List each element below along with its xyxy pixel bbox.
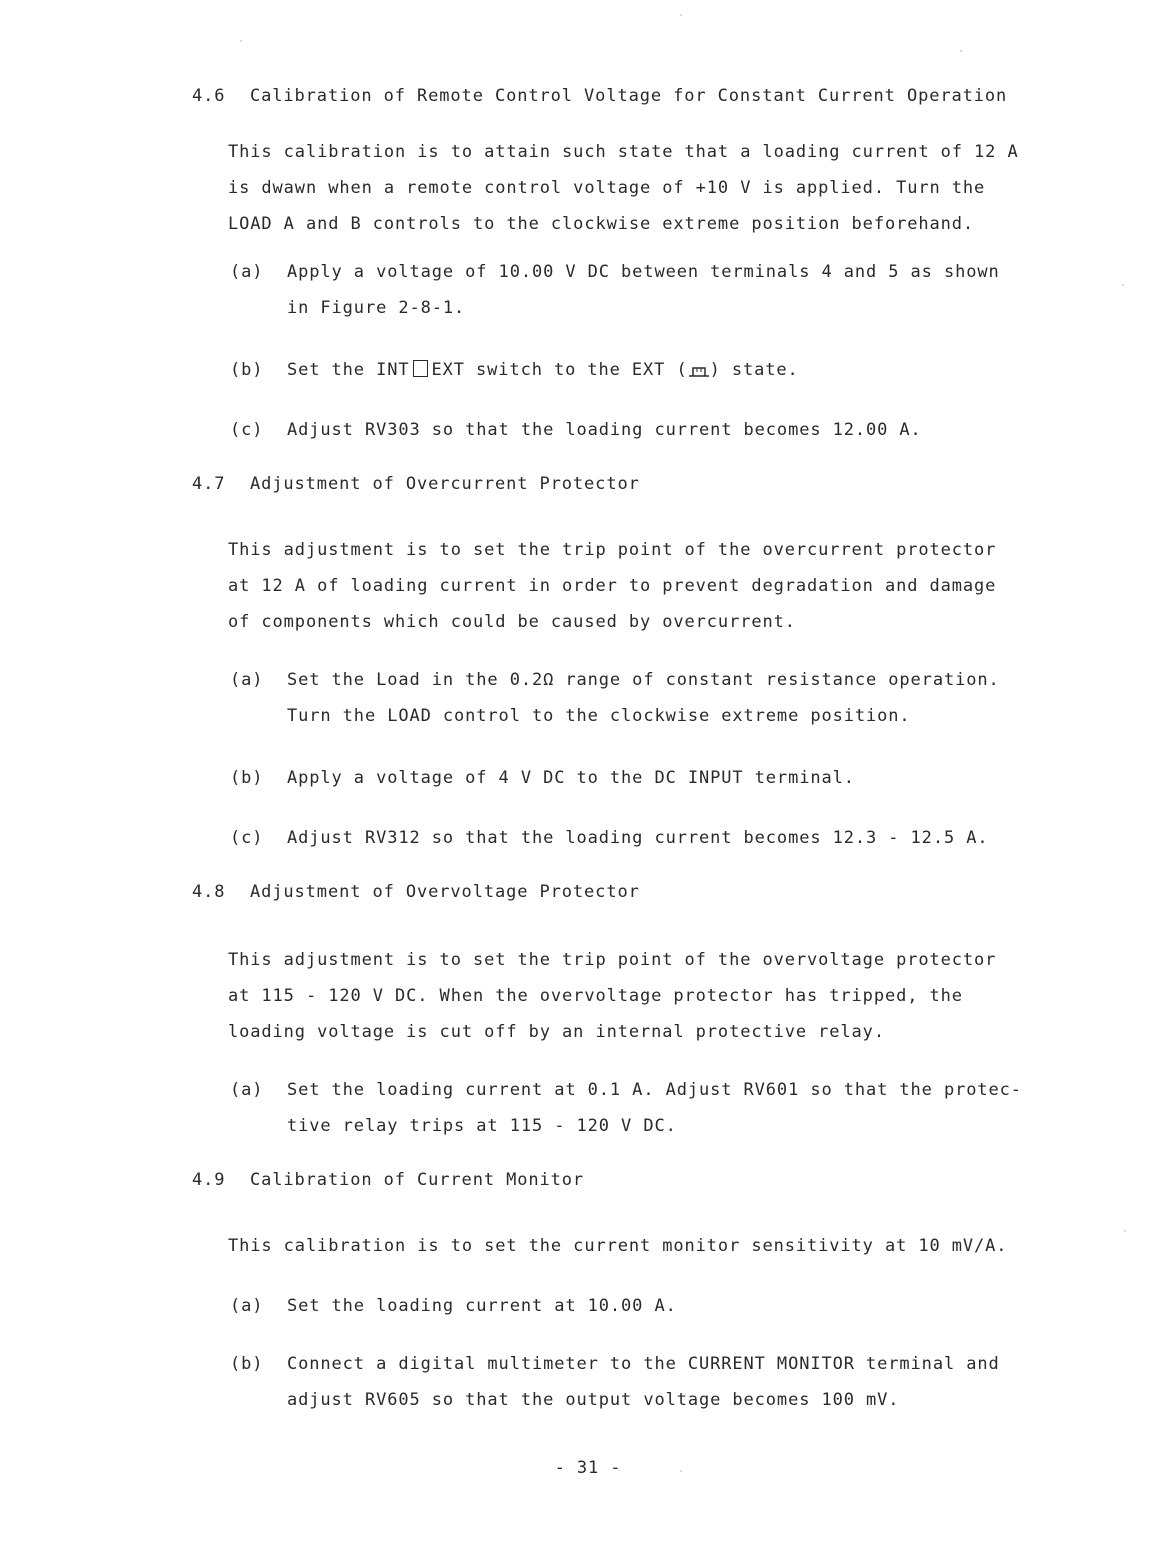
step-line: Apply a voltage of 4 V DC to the DC INPUT terminal. bbox=[287, 768, 855, 788]
step-line: Turn the LOAD control to the clockwise extreme position. bbox=[287, 706, 911, 726]
paragraph-line: This calibration is to attain such state that a loading current of 12 A bbox=[228, 142, 1019, 162]
section-title: Calibration of Remote Control Voltage for Constant Current Operation bbox=[250, 86, 1008, 106]
section-number: 4.8 bbox=[192, 882, 226, 902]
paragraph-line: LOAD A and B controls to the clockwise extreme position beforehand. bbox=[228, 214, 975, 234]
step-line: Set the Load in the 0.2Ω range of constant resistance operation. bbox=[287, 670, 1000, 690]
step-label: (a) bbox=[230, 262, 264, 282]
step-line: Adjust RV312 so that the loading current becomes 12.3 - 12.5 A. bbox=[287, 828, 989, 848]
section-number: 4.7 bbox=[192, 474, 226, 494]
section-number: 4.6 bbox=[192, 86, 226, 106]
switch-pressed-icon bbox=[688, 362, 710, 378]
step-line: Adjust RV303 so that the loading current becomes 12.00 A. bbox=[287, 420, 922, 440]
scan-speck bbox=[240, 40, 242, 42]
section-heading-4-7 bbox=[192, 474, 640, 494]
section-4-8-intro bbox=[228, 942, 1088, 1050]
scan-speck bbox=[1122, 284, 1124, 286]
step-line: in Figure 2-8-1. bbox=[287, 298, 466, 318]
step-text-before: Set the INT bbox=[287, 360, 410, 380]
paragraph-line: at 115 - 120 V DC. When the overvoltage protector has tripped, the bbox=[228, 986, 963, 1006]
scan-speck bbox=[680, 1470, 682, 1472]
step-label: (a) bbox=[230, 1080, 264, 1100]
paragraph-line: This calibration is to set the current monitor sensitivity at 10 mV/A. bbox=[228, 1236, 1008, 1256]
step-line: Apply a voltage of 10.00 V DC between terminals 4 and 5 as shown bbox=[287, 262, 1000, 282]
step-text-after: ) state. bbox=[709, 360, 799, 380]
step-line: Set the loading current at 10.00 A. bbox=[287, 1296, 677, 1316]
step-line: tive relay trips at 115 - 120 V DC. bbox=[287, 1116, 677, 1136]
step-line bbox=[287, 352, 799, 388]
scan-speck bbox=[1124, 1230, 1126, 1232]
push-switch-box-icon bbox=[413, 360, 428, 377]
scan-speck bbox=[960, 50, 962, 52]
paragraph-line: is dwawn when a remote control voltage of +10 V is applied. Turn the bbox=[228, 178, 986, 198]
paragraph-line: This adjustment is to set the trip point of the overcurrent protector bbox=[228, 540, 997, 560]
step-label: (b) bbox=[230, 768, 264, 788]
step-label: (c) bbox=[230, 828, 264, 848]
step-label: (b) bbox=[230, 1354, 264, 1374]
section-4-7-intro bbox=[228, 532, 1088, 640]
section-title: Adjustment of Overvoltage Protector bbox=[250, 882, 640, 902]
step-label: (b) bbox=[230, 360, 264, 380]
paragraph-line: This adjustment is to set the trip point of the overvoltage protector bbox=[228, 950, 997, 970]
step-line: Set the loading current at 0.1 A. Adjust RV601 so that the protec- bbox=[287, 1080, 1022, 1100]
step-label: (a) bbox=[230, 1296, 264, 1316]
step-text-middle: EXT switch to the EXT ( bbox=[431, 360, 688, 380]
section-heading-4-9 bbox=[192, 1170, 584, 1190]
paragraph-line: at 12 A of loading current in order to prevent degradation and damage bbox=[228, 576, 997, 596]
step-line: Connect a digital multimeter to the CURRENT MONITOR terminal and bbox=[287, 1354, 1000, 1374]
page-number: - 31 - bbox=[554, 1458, 622, 1478]
section-title: Calibration of Current Monitor bbox=[250, 1170, 585, 1190]
section-heading-4-6 bbox=[192, 86, 1007, 106]
section-4-9-intro bbox=[228, 1228, 1088, 1264]
step-line: adjust RV605 so that the output voltage becomes 100 mV. bbox=[287, 1390, 900, 1410]
scan-speck bbox=[680, 14, 682, 16]
paragraph-line: of components which could be caused by overcurrent. bbox=[228, 612, 796, 632]
step-label: (c) bbox=[230, 420, 264, 440]
section-heading-4-8 bbox=[192, 882, 640, 902]
section-title: Adjustment of Overcurrent Protector bbox=[250, 474, 640, 494]
section-4-6-intro bbox=[228, 134, 1088, 242]
paragraph-line: loading voltage is cut off by an internal protective relay. bbox=[228, 1022, 885, 1042]
step-label: (a) bbox=[230, 670, 264, 690]
section-number: 4.9 bbox=[192, 1170, 226, 1190]
